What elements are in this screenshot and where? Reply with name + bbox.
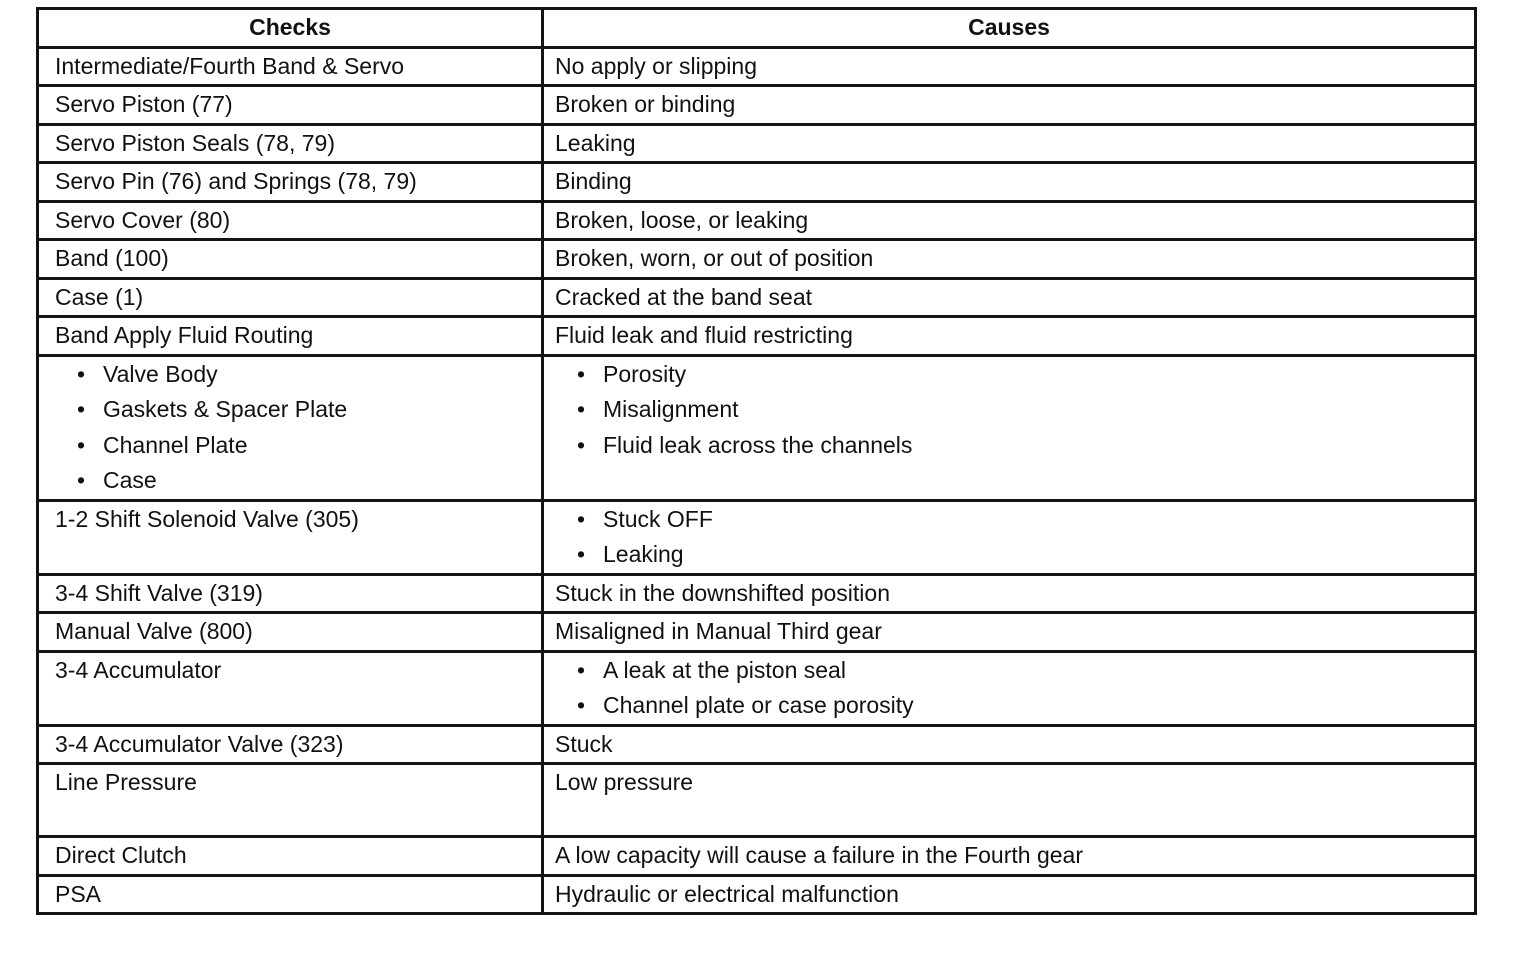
bullet-item: • Channel plate or case porosity (555, 688, 1466, 724)
check-cell: Servo Cover (80) (38, 201, 543, 240)
bullet-item: • Channel Plate (55, 428, 533, 464)
cause-cell: Broken, worn, or out of position (543, 240, 1476, 279)
table-row (38, 837, 1476, 876)
cause-cell: Fluid leak and fluid restricting (543, 317, 1476, 356)
check-cell: Band Apply Fluid Routing (38, 317, 543, 356)
check-cell: Servo Pin (76) and Springs (78, 79) (38, 163, 543, 202)
table-row (38, 47, 1476, 86)
header-checks: Checks (38, 9, 543, 48)
table-row (38, 278, 1476, 317)
bullet-item: • Valve Body (55, 357, 533, 393)
table-row (38, 500, 1476, 574)
cause-cell (543, 500, 1476, 574)
check-cell: Manual Valve (800) (38, 613, 543, 652)
table-row (38, 163, 1476, 202)
bullet-item: • Case (55, 463, 533, 499)
table-header-row (38, 9, 1476, 48)
check-cell: Case (1) (38, 278, 543, 317)
check-cell: Intermediate/Fourth Band & Servo (38, 47, 543, 86)
table-row (38, 86, 1476, 125)
cause-cell: Leaking (543, 124, 1476, 163)
check-cell: 1-2 Shift Solenoid Valve (305) (38, 500, 543, 574)
cause-cell: A low capacity will cause a failure in the Fourth gear (543, 837, 1476, 876)
table-row (38, 875, 1476, 914)
table-row (38, 317, 1476, 356)
check-bullet-list (55, 357, 533, 499)
bullet-item: • Porosity (555, 357, 1466, 393)
table-row (38, 613, 1476, 652)
cause-cell (543, 651, 1476, 725)
table-row (38, 201, 1476, 240)
cause-cell: Stuck (543, 725, 1476, 764)
table-row (38, 355, 1476, 500)
table-row (38, 764, 1476, 837)
table-row (38, 725, 1476, 764)
table-row (38, 651, 1476, 725)
cause-cell: No apply or slipping (543, 47, 1476, 86)
cause-cell: Stuck in the downshifted position (543, 574, 1476, 613)
table-row (38, 240, 1476, 279)
bullet-item: • Stuck OFF (555, 502, 1466, 538)
check-cell: 3-4 Shift Valve (319) (38, 574, 543, 613)
check-cell: Band (100) (38, 240, 543, 279)
table-row (38, 574, 1476, 613)
cause-bullet-list (555, 357, 1466, 464)
cause-cell (543, 355, 1476, 500)
check-cell: 3-4 Accumulator Valve (323) (38, 725, 543, 764)
bullet-item: • Misalignment (555, 392, 1466, 428)
cause-cell: Hydraulic or electrical malfunction (543, 875, 1476, 914)
table-row (38, 124, 1476, 163)
diagnosis-table (36, 7, 1477, 915)
cause-cell: Broken or binding (543, 86, 1476, 125)
bullet-item: • A leak at the piston seal (555, 653, 1466, 689)
header-causes: Causes (543, 9, 1476, 48)
cause-cell: Misaligned in Manual Third gear (543, 613, 1476, 652)
bullet-item: • Gaskets & Spacer Plate (55, 392, 533, 428)
cause-bullet-list (555, 502, 1466, 573)
cause-bullet-list (555, 653, 1466, 724)
check-cell: Direct Clutch (38, 837, 543, 876)
cause-cell: Broken, loose, or leaking (543, 201, 1476, 240)
check-cell: 3-4 Accumulator (38, 651, 543, 725)
cause-cell: Cracked at the band seat (543, 278, 1476, 317)
check-cell: Servo Piston (77) (38, 86, 543, 125)
check-cell (38, 355, 543, 500)
diagnosis-table-container (36, 7, 1474, 915)
bullet-item: • Leaking (555, 537, 1466, 573)
check-cell: PSA (38, 875, 543, 914)
check-cell: Line Pressure (38, 764, 543, 837)
check-cell: Servo Piston Seals (78, 79) (38, 124, 543, 163)
cause-cell: Low pressure (543, 764, 1476, 837)
cause-cell: Binding (543, 163, 1476, 202)
bullet-item: • Fluid leak across the channels (555, 428, 1466, 464)
